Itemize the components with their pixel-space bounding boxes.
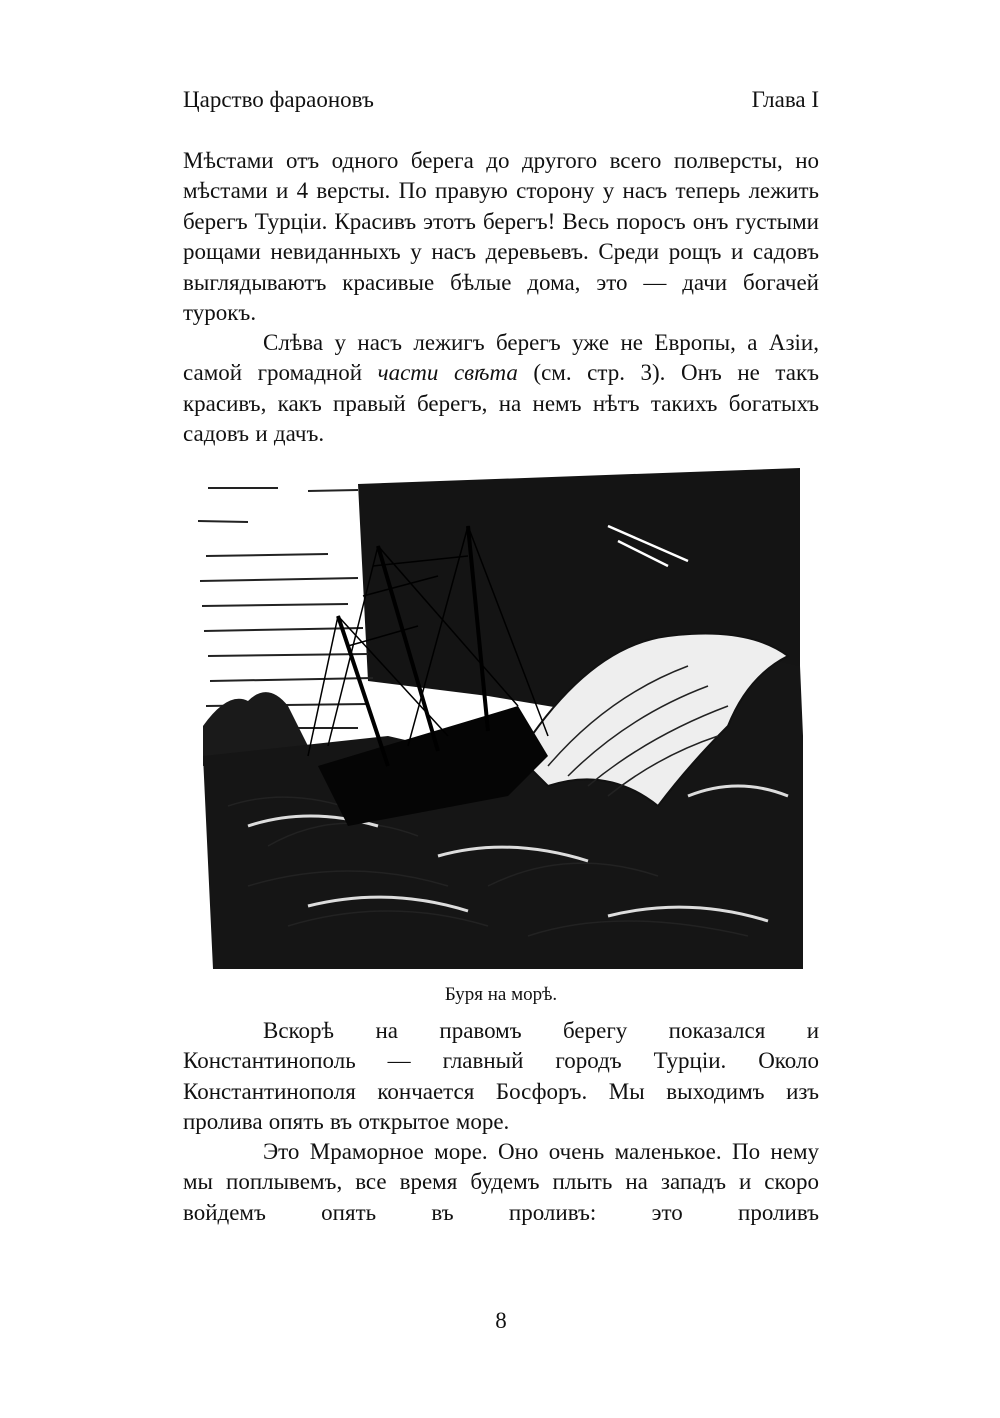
paragraph-2-text-a: Слѣва у насъ лежигъ берегъ уже не Европы, а Азіи, самой громадной bbox=[183, 330, 819, 386]
storm-engraving bbox=[188, 466, 803, 969]
page-number: 8 bbox=[495, 1308, 507, 1333]
paragraph-1: Мѣстами отъ одного берега до другого всего полверсты, но мѣстами и 4 версты. По правую сторону у насъ теперь лежить берегъ Турціи. Красивъ этотъ берегъ! Весь поросъ онъ густыми рощами невиданныхъ у насъ деревьевъ. Среди рощъ и садовъ выглядываютъ красивые бѣлые дома, это — дачи богачей турокъ. bbox=[183, 148, 819, 326]
paragraph-2-italic: части свѣта bbox=[377, 360, 518, 386]
paragraph-3: Вскорѣ на правомъ берегу показался и Константинополь — главный городъ Турціи. Около Константинополя кончается Босфоръ. Мы выходимъ изъ пролива опять въ открытое море. bbox=[183, 1018, 819, 1135]
figure-caption: Буря на морѣ. bbox=[444, 984, 558, 1005]
sky-hatching bbox=[198, 488, 373, 728]
chapter-label: Глава I bbox=[751, 87, 819, 112]
running-header bbox=[183, 86, 819, 114]
paragraph-2 bbox=[183, 328, 819, 450]
book-title: Царство фараоновъ bbox=[183, 87, 374, 112]
paragraph-2-text-b: (см. стр. 3). Онъ не такъ красивъ, какъ правый берегъ, на немъ нѣтъ такихъ богатыхъ садовъ и дачъ. bbox=[183, 360, 820, 447]
paragraph-4: Это Мраморное море. Оно очень маленькое. По нему мы поплывемъ, все время будемъ плыть на западъ и скоро войдемъ опять въ проливъ: это проливъ bbox=[183, 1139, 819, 1225]
storm-illustration bbox=[188, 466, 803, 969]
